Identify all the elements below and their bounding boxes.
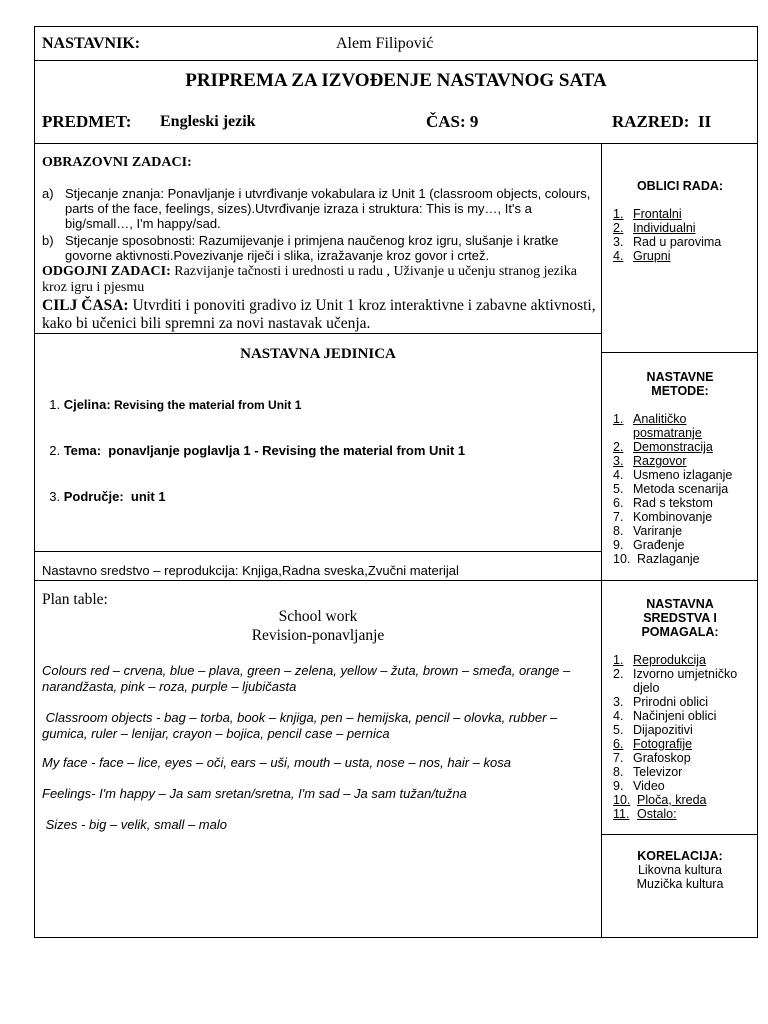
side-divider-2 [601, 834, 758, 835]
lesson-number: ČAS: 9 [426, 112, 479, 131]
plan-title-2: Revision-ponavljanje [251, 627, 385, 644]
row-divider-unit [34, 551, 602, 552]
aid-item: 7. Grafoskop [613, 751, 691, 765]
lesson-goal [42, 297, 598, 333]
row-divider-means [34, 580, 758, 581]
form-item: 1. Frontalni [613, 207, 682, 221]
unit-item-1-value: Revising the material from Unit 1 [110, 398, 302, 412]
unit-item-2-value: ponavljanje poglavlja 1 - Revising the material from Unit 1 [101, 443, 466, 458]
method-item: 3. Razgovor [613, 454, 687, 468]
task-b-text: Stjecanje sposobnosti: Razumijevanje i primjena naučenog kroz igru, slušanje i kratke govorne aktivnosti.Povezivanje riječi i slika, izražavanje kroz govor i crtež. [65, 233, 559, 263]
plan-label: Plan table: [42, 591, 108, 608]
aid-item: 3. Prirodni oblici [613, 695, 709, 709]
side-divider-1 [601, 352, 758, 353]
form-item: 2. Individualni [613, 221, 696, 235]
column-divider [601, 143, 602, 938]
aid-item: 1. Reprodukcija [613, 653, 706, 667]
vocab-colours: Colours red – crvena, blue – plava, green – zelena, yellow – žuta, brown – smeđa, orange – narandžasta, pink – roza, purple – ljubičasta [42, 663, 571, 694]
upbringing-label: ODGOJNI ZADACI: [42, 264, 171, 279]
aids-heading: NASTAVNA SREDSTVA I POMAGALA: [641, 597, 719, 639]
subject-label: PREDMET: [42, 112, 132, 131]
unit-item-2-label: Tema: [63, 443, 102, 458]
forms-heading: OBLICI RADA: [636, 179, 724, 193]
form-item: 3. Rad u parovima [613, 235, 722, 249]
aid-item: 11. Ostalo: [613, 807, 677, 821]
teacher-name: Alem Filipović [336, 35, 434, 52]
task-b [42, 233, 598, 263]
method-item: 10. Razlaganje [613, 552, 700, 566]
edu-tasks-label: OBRAZOVNI ZADACI: [42, 155, 192, 170]
method-item: 9. Građenje [613, 538, 685, 552]
aid-item: 8. Televizor [613, 765, 683, 779]
correlation-item-2: Muzička kultura [636, 877, 724, 891]
aid-item: 9. Video [613, 779, 665, 793]
vocab-sizes: Sizes - big – velik, small – malo [42, 817, 227, 832]
goal-text: Utvrditi i ponoviti gradivo iz Unit 1 kroz interaktivne i zabavne aktivnosti, kako bi učenici bili spremni za novi nastavak učenja. [42, 297, 596, 332]
method-item: 4. Usmeno izlaganje [613, 468, 733, 482]
method-item: 7. Kombinovanje [613, 510, 713, 524]
vocab-classroom: Classroom objects - bag – torba, book – knjiga, pen – hemijska, pencil – olovka, rubber – gumica, ruler – lenijar, crayon – bojica, pencil case – pernica [42, 710, 561, 741]
forms-list [613, 207, 753, 263]
grade: RAZRED: II [612, 112, 712, 131]
teacher-label: NASTAVNIK: [42, 35, 141, 52]
task-a-text: Stjecanje znanja: Ponavljanje i utvrđivanje vokabulara iz Unit 1 (classroom objects, colours, parts of the face, feelings, sizes).Utvrđivanje izraza i struktura: This is my…, It's a big/small…, I'm happy/sad. [65, 186, 591, 231]
upbringing-tasks [42, 264, 598, 296]
task-b-marker: b) [42, 233, 54, 248]
unit-item-1-label: Cjelina: [63, 397, 111, 412]
unit-item-3-label: Područje: [63, 489, 124, 504]
unit-item-2 [42, 428, 465, 458]
unit-heading: NASTAVNA JEDINICA [240, 346, 396, 362]
methods-heading: NASTAVNE METODE: [646, 370, 714, 398]
teaching-means: Nastavno sredstvo – reprodukcija: Knjiga,Radna sveska,Zvučni materijal [42, 563, 459, 578]
aid-item: 4. Načinjeni oblici [613, 709, 717, 723]
aids-list [613, 653, 755, 821]
vocab-face: My face - face – lice, eyes – oči, ears – uši, mouth – usta, nose – nos, hair – kosa [42, 755, 511, 770]
method-item: 8. Variranje [613, 524, 683, 538]
subject-value: Engleski jezik [160, 113, 256, 130]
unit-item-3-value: unit 1 [123, 489, 166, 504]
correlation-item-1: Likovna kultura [637, 863, 723, 877]
unit-item-1-num: 1. [49, 397, 64, 412]
aid-item: 5. Dijapozitivi [613, 723, 693, 737]
row-divider-tasks [34, 333, 602, 334]
task-a [42, 186, 598, 231]
correlation-heading: KORELACIJA: [637, 849, 723, 863]
task-a-marker: a) [42, 186, 54, 201]
unit-item-3-num: 3. [49, 489, 64, 504]
form-item: 4. Grupni [613, 249, 671, 263]
goal-label: CILJ ČASA: [42, 297, 129, 314]
unit-item-2-num: 2. [49, 443, 64, 458]
vocab-feelings: Feelings- I'm happy – Ja sam sretan/sretna, I'm sad – Ja sam tužan/tužna [42, 786, 467, 801]
aid-item: 10. Ploča, kreda [613, 793, 707, 807]
unit-item-3 [42, 474, 166, 504]
method-item: 6. Rad s tekstom [613, 496, 713, 510]
plan-title-1: School work [278, 608, 358, 625]
aid-item: 2. Izvorno umjetničko djelo [613, 667, 738, 695]
upbringing-text: Razvijanje tačnosti i urednosti u radu , Uživanje u učenju stranog jezika kroz igru i pjesmu [42, 264, 577, 295]
page-title: PRIPREMA ZA IZVOĐENJE NASTAVNOG SATA [185, 70, 607, 91]
methods-list [613, 412, 733, 566]
method-item: 2. Demonstracija [613, 440, 713, 454]
unit-item-1 [42, 382, 301, 412]
aid-item: 6. Fotografije [613, 737, 693, 751]
method-item: 1. Analitičko posmatranje [613, 412, 702, 440]
method-item: 5. Metoda scenarija [613, 482, 729, 496]
